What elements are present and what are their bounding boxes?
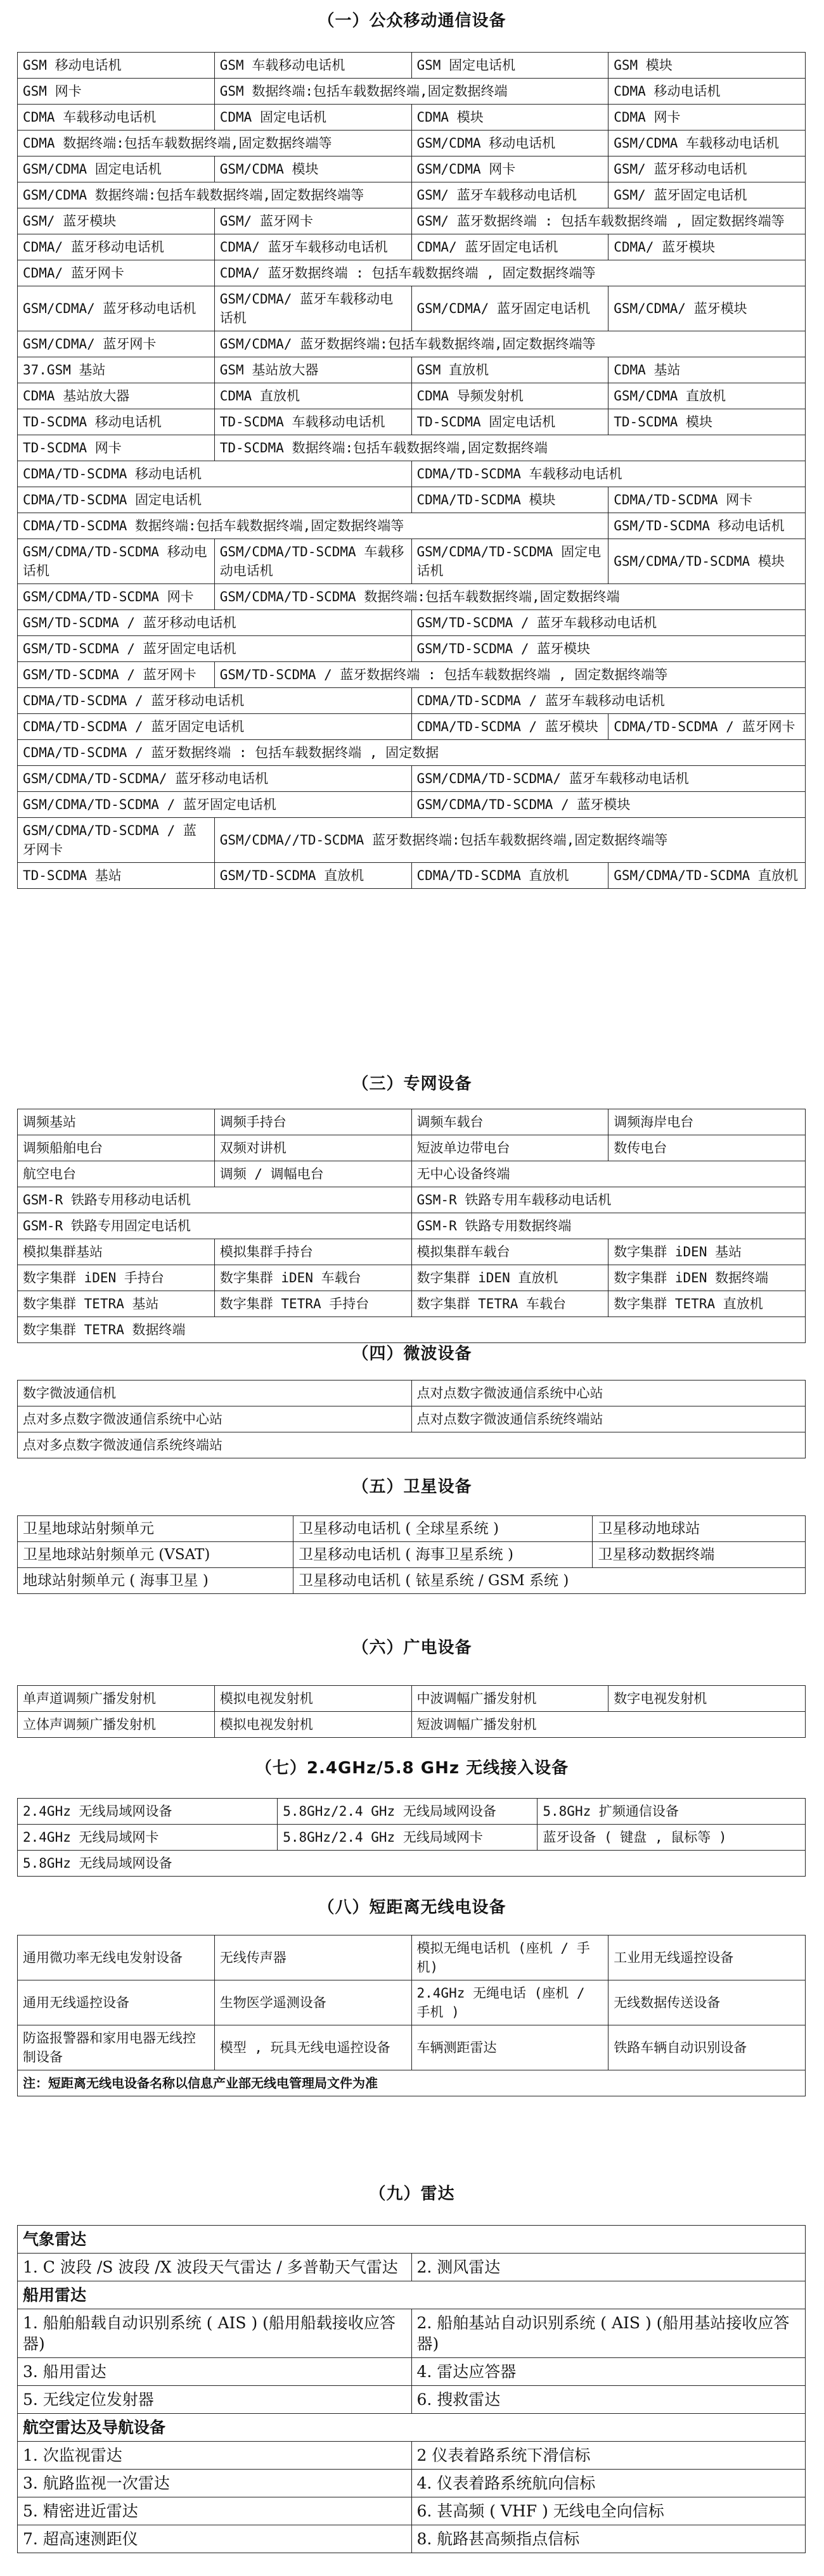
- table-cell: GSM/CDMA/TD-SCDMA 直放机: [608, 863, 806, 889]
- table-cell: 数传电台: [608, 1135, 806, 1161]
- table-microwave: [17, 1380, 806, 1458]
- table-cell: 点对点数字微波通信系统终端站: [411, 1406, 806, 1432]
- table-cell: CDMA 车载移动电话机: [18, 105, 215, 131]
- table-cell: 模拟无绳电话机 (座机 / 手机): [411, 1935, 608, 1980]
- section-title-satellite: （五）卫星设备: [352, 1477, 472, 1496]
- table-row: [18, 182, 806, 208]
- table-cell: GSM/CDMA/TD-SCDMA / 蓝牙固定电话机: [18, 792, 412, 818]
- table-cell: 点对多点数字微波通信系统中心站: [18, 1406, 412, 1432]
- section-title-microwave: （四）微波设备: [352, 1344, 472, 1363]
- table-cell: 立体声调频广播发射机: [18, 1712, 215, 1738]
- table-cell: GSM/TD-SCDMA / 蓝牙模块: [411, 636, 806, 662]
- table-row: [18, 260, 806, 286]
- table-cell: 模拟电视发射机: [214, 1686, 411, 1712]
- table-row: [18, 1686, 806, 1712]
- table-row: [18, 2025, 806, 2070]
- table-cell: CDMA 网卡: [608, 105, 806, 131]
- table-cell: 通用微功率无线电发射设备: [18, 1935, 215, 1980]
- table-cell: 7. 超高速测距仪: [18, 2525, 412, 2553]
- table-cell: 蓝牙设备 ( 键盘 , 鼠标等 ): [538, 1825, 806, 1851]
- table-cell: GSM 固定电话机: [411, 53, 608, 79]
- table-row: [18, 1239, 806, 1265]
- table-cell: 航空电台: [18, 1161, 215, 1187]
- table-row: [18, 1712, 806, 1738]
- table-cell: CDMA/TD-SCDMA / 蓝牙固定电话机: [18, 714, 412, 740]
- table-cell: GSM/CDMA/TD-SCDMA 车载移动电话机: [214, 539, 411, 584]
- table-cell: GSM/CDMA/ 蓝牙模块: [608, 286, 806, 331]
- table-public-mobile: [17, 52, 806, 889]
- table-cell: 4. 雷达应答器: [411, 2358, 806, 2386]
- table-row: [18, 2070, 806, 2096]
- table-cell: 卫星移动电话机 ( 铱星系统 / GSM 系统 ): [293, 1568, 806, 1594]
- table-cell: GSM/CDMA/ 蓝牙数据终端:包括车载数据终端,固定数据终端等: [214, 331, 805, 357]
- table-cell: GSM/CDMA 车载移动电话机: [608, 131, 806, 156]
- table-cell: 5.8GHz 无线局域网设备: [18, 1851, 806, 1877]
- table-cell: GSM/ 蓝牙数据终端 : 包括车载数据终端 , 固定数据终端等: [411, 208, 806, 234]
- table-cell: 无线传声器: [214, 1935, 411, 1980]
- table-cell: GSM-R 铁路专用车载移动电话机: [411, 1187, 806, 1213]
- table-cell: GSM/CDMA/ 蓝牙固定电话机: [411, 286, 608, 331]
- table-cell: CDMA/ 蓝牙网卡: [18, 260, 215, 286]
- section-title-short-range: （八）短距离无线电设备: [318, 1898, 506, 1917]
- table-cell: GSM/CDMA/TD-SCDMA 固定电话机: [411, 539, 608, 584]
- table-cell: 1. C 波段 /S 波段 /X 波段天气雷达 / 多普勒天气雷达: [18, 2254, 412, 2281]
- table-cell: GSM 基站放大器: [214, 357, 411, 383]
- table-cell: GSM/ 蓝牙模块: [18, 208, 215, 234]
- table-cell: 5.8GHz/2.4 GHz 无线局域网设备: [278, 1799, 538, 1825]
- table-cell: CDMA/TD-SCDMA 数据终端:包括车载数据终端,固定数据终端等: [18, 513, 608, 539]
- table-row: [18, 2525, 806, 2553]
- table-row: [18, 792, 806, 818]
- table-row: [18, 1161, 806, 1187]
- table-cell: GSM 数据终端:包括车载数据终端,固定数据终端: [214, 79, 608, 105]
- table-row: [18, 131, 806, 156]
- table-cell: CDMA 移动电话机: [608, 79, 806, 105]
- table-cell: 模拟集群车载台: [411, 1239, 608, 1265]
- table-row: [18, 2386, 806, 2414]
- table-row: [18, 863, 806, 889]
- table-cell: 数字集群 iDEN 手持台: [18, 1265, 215, 1291]
- table-cell: 3. 航路监视一次雷达: [18, 2470, 412, 2497]
- table-cell: CDMA/TD-SCDMA / 蓝牙网卡: [608, 714, 806, 740]
- table-cell: CDMA/TD-SCDMA 直放机: [411, 863, 608, 889]
- table-row: [18, 1406, 806, 1432]
- table-cell: GSM/CDMA/TD-SCDMA 网卡: [18, 584, 215, 610]
- table-cell: 卫星移动数据终端: [593, 1542, 806, 1568]
- table-row: [18, 2414, 806, 2442]
- table-cell: 模拟集群基站: [18, 1239, 215, 1265]
- table-cell: GSM/ 蓝牙网卡: [214, 208, 411, 234]
- table-cell: 模拟电视发射机: [214, 1712, 411, 1738]
- table-row: [18, 2226, 806, 2254]
- table-row: [18, 487, 806, 513]
- table-row: [18, 1851, 806, 1877]
- table-cell: GSM/ 蓝牙移动电话机: [608, 156, 806, 182]
- table-cell: CDMA/TD-SCDMA 车载移动电话机: [411, 461, 806, 487]
- table-cell: GSM/CDMA 网卡: [411, 156, 608, 182]
- table-cell: TD-SCDMA 基站: [18, 863, 215, 889]
- table-row: [18, 234, 806, 260]
- table-row: [18, 1213, 806, 1239]
- table-row: [18, 2497, 806, 2525]
- table-cell: 卫星移动电话机 ( 全球星系统 ): [293, 1516, 593, 1542]
- table-cell: 数字集群 iDEN 直放机: [411, 1265, 608, 1291]
- table-cell: 数字集群 TETRA 车载台: [411, 1291, 608, 1317]
- table-cell: CDMA/TD-SCDMA 模块: [411, 487, 608, 513]
- table-cell: CDMA/TD-SCDMA / 蓝牙移动电话机: [18, 688, 412, 714]
- table-row: [18, 636, 806, 662]
- table-row: [18, 461, 806, 487]
- section-title-wireless-access: （七）2.4GHz/5.8 GHz 无线接入设备: [255, 1759, 569, 1778]
- table-cell: GSM/TD-SCDMA / 蓝牙网卡: [18, 662, 215, 688]
- table-cell: GSM-R 铁路专用数据终端: [411, 1213, 806, 1239]
- table-cell: 无中心设备终端: [411, 1161, 806, 1187]
- table-cell: 车辆测距雷达: [411, 2025, 608, 2070]
- table-private-network: [17, 1109, 806, 1343]
- table-cell: 调频船舶电台: [18, 1135, 215, 1161]
- table-row: [18, 610, 806, 636]
- table-cell: 调频基站: [18, 1109, 215, 1135]
- table-cell: GSM/CDMA/TD-SCDMA / 蓝牙网卡: [18, 818, 215, 863]
- table-row: [18, 357, 806, 383]
- table-cell: CDMA 基站: [608, 357, 806, 383]
- section-title-private-network: （三）专网设备: [352, 1074, 472, 1094]
- table-cell: CDMA 模块: [411, 105, 608, 131]
- table-cell: 卫星地球站射频单元: [18, 1516, 293, 1542]
- table-cell: TD-SCDMA 固定电话机: [411, 409, 608, 435]
- section-title-broadcast: （六）广电设备: [352, 1638, 472, 1657]
- table-cell: 2.4GHz 无线局域网卡: [18, 1825, 278, 1851]
- table-row: [18, 1109, 806, 1135]
- table-cell: CDMA 数据终端:包括车载数据终端,固定数据终端等: [18, 131, 412, 156]
- section-title-radar: （九）雷达: [369, 2184, 455, 2203]
- table-row: [18, 1542, 806, 1568]
- table-cell: CDMA/TD-SCDMA / 蓝牙车载移动电话机: [411, 688, 806, 714]
- table-cell: GSM/TD-SCDMA / 蓝牙车载移动电话机: [411, 610, 806, 636]
- table-cell: 数字集群 TETRA 手持台: [214, 1291, 411, 1317]
- table-row: [18, 1291, 806, 1317]
- table-cell: GSM/ 蓝牙车载移动电话机: [411, 182, 608, 208]
- table-cell: CDMA/ 蓝牙移动电话机: [18, 234, 215, 260]
- table-cell: GSM/CDMA/ 蓝牙网卡: [18, 331, 215, 357]
- table-cell: 4. 仪表着路系统航向信标: [411, 2470, 806, 2497]
- table-cell: GSM/CDMA 数据终端:包括车载数据终端,固定数据终端等: [18, 182, 412, 208]
- table-cell: TD-SCDMA 数据终端:包括车载数据终端,固定数据终端: [214, 435, 805, 461]
- table-cell: 点对多点数字微波通信系统终端站: [18, 1432, 806, 1458]
- table-cell: 卫星移动电话机 ( 海事卫星系统 ): [293, 1542, 593, 1568]
- table-row: [18, 105, 806, 131]
- table-cell: 数字集群 TETRA 基站: [18, 1291, 215, 1317]
- table-row: [18, 331, 806, 357]
- table-cell: GSM/CDMA/ 蓝牙移动电话机: [18, 286, 215, 331]
- table-cell: 数字微波通信机: [18, 1380, 412, 1406]
- table-cell: 数字集群 iDEN 数据终端: [608, 1265, 806, 1291]
- table-cell: 无线数据传送设备: [608, 1980, 806, 2025]
- table-cell: TD-SCDMA 网卡: [18, 435, 215, 461]
- table-cell: 模拟集群手持台: [214, 1239, 411, 1265]
- table-row: [18, 383, 806, 409]
- table-row: [18, 1432, 806, 1458]
- table-row: [18, 2254, 806, 2281]
- table-cell: 卫星地球站射频单元 (VSAT): [18, 1542, 293, 1568]
- table-cell: 数字电视发射机: [608, 1686, 806, 1712]
- table-cell: 数字集群 TETRA 数据终端: [18, 1317, 806, 1343]
- table-cell: 模型 , 玩具无线电遥控设备: [214, 2025, 411, 2070]
- table-cell: GSM/CDMA/TD-SCDMA/ 蓝牙移动电话机: [18, 766, 412, 792]
- table-cell: CDMA/TD-SCDMA 固定电话机: [18, 487, 412, 513]
- table-cell: 2. 测风雷达: [411, 2254, 806, 2281]
- table-row: [18, 1135, 806, 1161]
- table-row: [18, 79, 806, 105]
- table-short-range: [17, 1935, 806, 2096]
- table-cell: GSM-R 铁路专用移动电话机: [18, 1187, 412, 1213]
- table-row: [18, 1265, 806, 1291]
- table-row: [18, 2442, 806, 2470]
- table-row: [18, 2470, 806, 2497]
- table-cell: GSM/CDMA/TD-SCDMA 数据终端:包括车载数据终端,固定数据终端: [214, 584, 805, 610]
- table-cell: 37.GSM 基站: [18, 357, 215, 383]
- table-row: [18, 740, 806, 766]
- table-cell: GSM/TD-SCDMA / 蓝牙移动电话机: [18, 610, 412, 636]
- table-cell: TD-SCDMA 模块: [608, 409, 806, 435]
- table-cell: 数字集群 iDEN 基站: [608, 1239, 806, 1265]
- table-cell: 2.4GHz 无线局域网设备: [18, 1799, 278, 1825]
- table-cell: GSM 模块: [608, 53, 806, 79]
- table-cell: GSM/CDMA/TD-SCDMA 移动电话机: [18, 539, 215, 584]
- table-cell: GSM/CDMA 移动电话机: [411, 131, 608, 156]
- table-row: [18, 1317, 806, 1343]
- table-row: [18, 156, 806, 182]
- table-cell: 2. 船舶基站自动识别系统 ( AIS ) (船用基站接收应答器): [411, 2309, 806, 2358]
- table-row: [18, 53, 806, 79]
- table-cell: 调频 / 调幅电台: [214, 1161, 411, 1187]
- table-cell: GSM 网卡: [18, 79, 215, 105]
- table-row: [18, 286, 806, 331]
- table-cell: 数字集群 iDEN 车载台: [214, 1265, 411, 1291]
- table-cell: GSM/CDMA/TD-SCDMA / 蓝牙模块: [411, 792, 806, 818]
- table-cell: 5. 无线定位发射器: [18, 2386, 412, 2414]
- table-cell: 短波单边带电台: [411, 1135, 608, 1161]
- table-cell: 5.8GHz/2.4 GHz 无线局域网卡: [278, 1825, 538, 1851]
- table-cell: 1. 次监视雷达: [18, 2442, 412, 2470]
- table-cell: GSM-R 铁路专用固定电话机: [18, 1213, 412, 1239]
- table-cell: 5.8GHz 扩频通信设备: [538, 1799, 806, 1825]
- table-cell: 2.4GHz 无绳电话 (座机 / 手机 ): [411, 1980, 608, 2025]
- table-row: [18, 2358, 806, 2386]
- table-cell: 短波调幅广播发射机: [411, 1712, 806, 1738]
- table-cell: GSM/TD-SCDMA 直放机: [214, 863, 411, 889]
- table-cell: CDMA/TD-SCDMA / 蓝牙模块: [411, 714, 608, 740]
- table-cell: GSM/TD-SCDMA / 蓝牙数据终端 : 包括车载数据终端 , 固定数据终端等: [214, 662, 805, 688]
- table-cell: CDMA/TD-SCDMA 网卡: [608, 487, 806, 513]
- table-cell: 6. 搜救雷达: [411, 2386, 806, 2414]
- table-cell: 调频海岸电台: [608, 1109, 806, 1135]
- table-cell: GSM 车载移动电话机: [214, 53, 411, 79]
- table-cell: 5. 精密进近雷达: [18, 2497, 412, 2525]
- table-cell: 船用雷达: [18, 2281, 806, 2309]
- table-row: [18, 2309, 806, 2358]
- table-cell: CDMA 直放机: [214, 383, 411, 409]
- table-radar: [17, 2225, 806, 2553]
- table-cell: GSM/CDMA/ 蓝牙车载移动电话机: [214, 286, 411, 331]
- table-cell: GSM/CDMA/TD-SCDMA/ 蓝牙车载移动电话机: [411, 766, 806, 792]
- table-row: [18, 1799, 806, 1825]
- table-cell: CDMA/ 蓝牙固定电话机: [411, 234, 608, 260]
- table-row: [18, 208, 806, 234]
- table-cell: TD-SCDMA 移动电话机: [18, 409, 215, 435]
- table-row: [18, 1935, 806, 1980]
- table-row: [18, 409, 806, 435]
- section-title-public-mobile: （一）公众移动通信设备: [318, 11, 506, 30]
- table-cell: GSM/TD-SCDMA / 蓝牙固定电话机: [18, 636, 412, 662]
- table-cell: 地球站射频单元 ( 海事卫星 ): [18, 1568, 293, 1594]
- table-cell: 调频手持台: [214, 1109, 411, 1135]
- table-broadcast: [17, 1685, 806, 1738]
- table-cell: GSM 直放机: [411, 357, 608, 383]
- table-row: [18, 662, 806, 688]
- table-row: [18, 1980, 806, 2025]
- table-cell: 工业用无线遥控设备: [608, 1935, 806, 1980]
- table-row: [18, 2281, 806, 2309]
- table-cell: 单声道调频广播发射机: [18, 1686, 215, 1712]
- table-row: [18, 1516, 806, 1542]
- table-cell: 航空雷达及导航设备: [18, 2414, 806, 2442]
- table-cell: CDMA/ 蓝牙模块: [608, 234, 806, 260]
- table-cell: 防盗报警器和家用电器无线控制设备: [18, 2025, 215, 2070]
- table-cell: CDMA/ 蓝牙数据终端 : 包括车载数据终端 , 固定数据终端等: [214, 260, 805, 286]
- table-cell: 8. 航路甚高频指点信标: [411, 2525, 806, 2553]
- table-row: [18, 1825, 806, 1851]
- table-row: [18, 539, 806, 584]
- table-cell: GSM/CDMA/TD-SCDMA 模块: [608, 539, 806, 584]
- table-row: [18, 435, 806, 461]
- table-cell: 生物医学遥测设备: [214, 1980, 411, 2025]
- table-cell: GSM/TD-SCDMA 移动电话机: [608, 513, 806, 539]
- table-cell: GSM 移动电话机: [18, 53, 215, 79]
- table-row: [18, 1568, 806, 1594]
- table-cell: CDMA/TD-SCDMA 移动电话机: [18, 461, 412, 487]
- table-cell: GSM/CDMA 直放机: [608, 383, 806, 409]
- table-cell: GSM/CDMA//TD-SCDMA 蓝牙数据终端:包括车载数据终端,固定数据终端等: [214, 818, 805, 863]
- table-cell: 中波调幅广播发射机: [411, 1686, 608, 1712]
- table-cell: 点对点数字微波通信系统中心站: [411, 1380, 806, 1406]
- table-cell: CDMA 基站放大器: [18, 383, 215, 409]
- table-cell: 3. 船用雷达: [18, 2358, 412, 2386]
- table-cell: CDMA/TD-SCDMA / 蓝牙数据终端 : 包括车载数据终端 , 固定数据: [18, 740, 806, 766]
- table-cell: TD-SCDMA 车载移动电话机: [214, 409, 411, 435]
- table-row: [18, 688, 806, 714]
- table-cell: 通用无线遥控设备: [18, 1980, 215, 2025]
- table-row: [18, 818, 806, 863]
- table-cell: 铁路车辆自动识别设备: [608, 2025, 806, 2070]
- table-satellite: [17, 1515, 806, 1594]
- table-cell: 1. 船舶船载自动识别系统 ( AIS ) (船用船载接收应答器): [18, 2309, 412, 2358]
- table-cell: 数字集群 TETRA 直放机: [608, 1291, 806, 1317]
- table-row: [18, 1380, 806, 1406]
- table-wireless-access: [17, 1798, 806, 1877]
- table-row: [18, 513, 806, 539]
- table-row: [18, 584, 806, 610]
- table-cell: 2 仪表着路系统下滑信标: [411, 2442, 806, 2470]
- table-cell: 6. 甚高频 ( VHF ) 无线电全向信标: [411, 2497, 806, 2525]
- table-note: 注：短距离无线电设备名称以信息产业部无线电管理局文件为准: [18, 2070, 806, 2096]
- table-cell: 调频车载台: [411, 1109, 608, 1135]
- table-cell: GSM/CDMA 固定电话机: [18, 156, 215, 182]
- table-cell: CDMA 导频发射机: [411, 383, 608, 409]
- table-row: [18, 714, 806, 740]
- table-row: [18, 766, 806, 792]
- table-cell: CDMA 固定电话机: [214, 105, 411, 131]
- table-cell: GSM/CDMA 模块: [214, 156, 411, 182]
- table-cell: 卫星移动地球站: [593, 1516, 806, 1542]
- table-row: [18, 1187, 806, 1213]
- table-cell: 双频对讲机: [214, 1135, 411, 1161]
- table-cell: CDMA/ 蓝牙车载移动电话机: [214, 234, 411, 260]
- table-cell: GSM/ 蓝牙固定电话机: [608, 182, 806, 208]
- table-cell: 气象雷达: [18, 2226, 806, 2254]
